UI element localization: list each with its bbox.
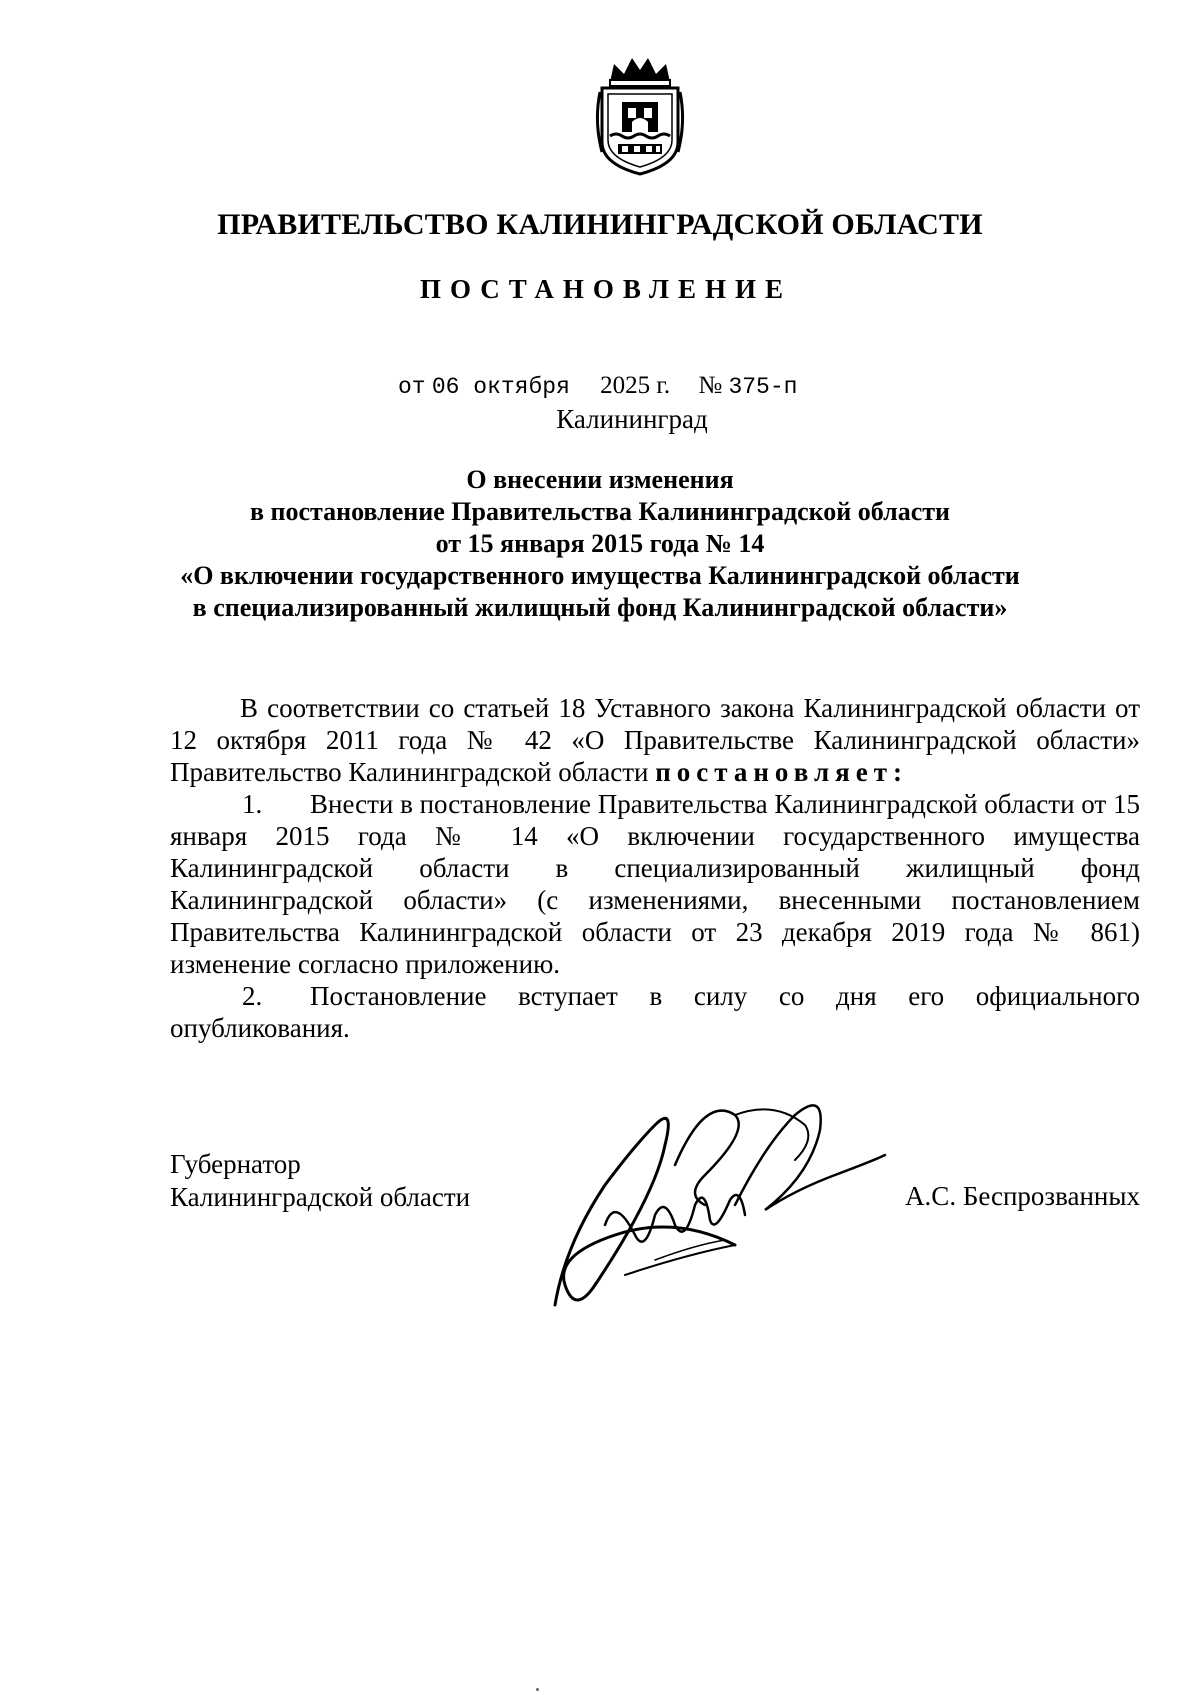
document-date-number [398,372,797,400]
organization-title: ПРАВИТЕЛЬСТВО КАЛИНИНГРАДСКОЙ ОБЛАСТИ [217,208,983,241]
decree-item [170,980,1140,1044]
item-text: Постановление вступает в силу со дня его официального опубликования. [170,981,1140,1043]
date-prefix: от [398,374,426,400]
handwritten-signature-icon [535,1085,915,1315]
document-type: ПОСТАНОВЛЕНИЕ [419,274,793,304]
subject-line: от 15 января 2015 года № 14 [435,529,765,558]
decree-item [170,788,1140,980]
document-date: 06 октября [431,374,570,400]
item-number: 1. [242,789,263,819]
position-line: Калининградской области [170,1182,471,1212]
subject-line: «О включении государственного имущества Калининградской области [180,561,1020,590]
document-city: Калининград [556,404,708,434]
preamble-paragraph [170,692,1140,788]
document-subject [0,464,1200,624]
document-year: 2025 г. [600,372,671,399]
decree-word: постановляет: [655,757,908,787]
number-sign: № [698,372,723,399]
subject-line: О внесении изменения [466,465,734,494]
document-number: 375-п [728,374,798,400]
coat-of-arms-icon [592,52,688,178]
signatory-name: А.С. Беспрозванных [905,1181,1140,1211]
signatory-position [170,1148,470,1214]
scan-dot [536,1688,539,1691]
position-line: Губернатор [170,1149,301,1179]
preamble-text: В соответствии со статьей 18 Уставного закона Калининградской области от 12 октября 2011 года № 42 «О Правительстве Калининградской области» Правительство Калининградской области [170,693,1140,787]
subject-line: в постановление Правительства Калининградской области [249,497,951,526]
item-number: 2. [242,981,263,1011]
subject-line: в специализированный жилищный фонд Калининградской области» [192,593,1008,622]
document-body [170,692,1140,1044]
item-text: Внести в постановление Правительства Калининградской области от 15 января 2015 года № 14 «О включении государственного имущества Калининградской области в специализированный жилищный фонд Калининградской области» (с изменениями, внесенными постановлением Правительства Калининградской области от 23 декабря 2019 года № 861) изменение согласно приложению. [170,789,1140,979]
